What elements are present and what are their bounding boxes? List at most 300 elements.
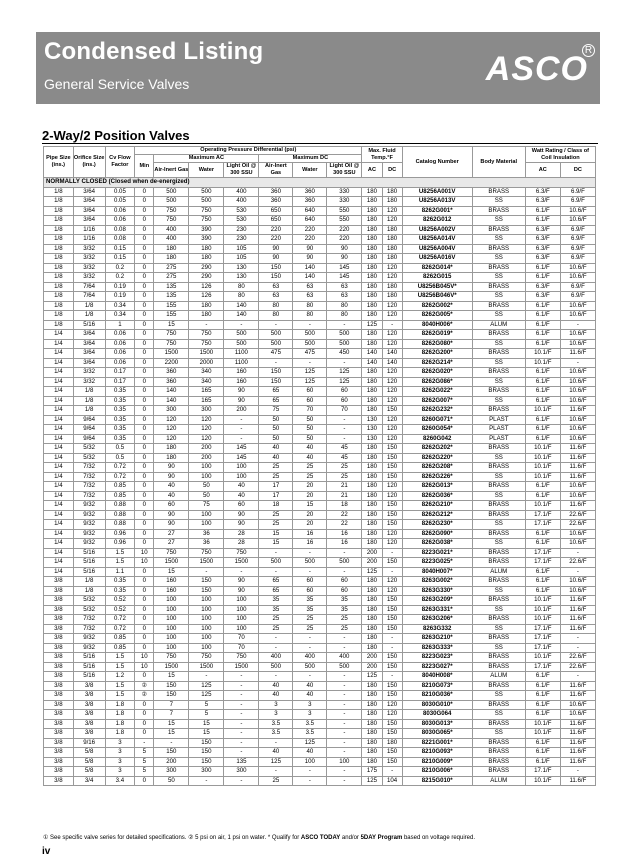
table-cell: 180 — [362, 624, 382, 634]
table-cell: 5 — [189, 700, 224, 710]
table-row — [44, 216, 596, 226]
table-cell: 180 — [362, 282, 382, 292]
table-cell: 75 — [189, 501, 224, 511]
table-cell: 125 — [362, 776, 382, 786]
table-cell: 40 — [259, 691, 293, 701]
table-cell: 1.8 — [105, 710, 135, 720]
table-cell: 3.5 — [293, 719, 327, 729]
table-row — [44, 387, 596, 397]
table-cell: 180 — [362, 273, 382, 283]
table-cell: 90 — [327, 254, 362, 264]
table-cell: 6.1/F — [525, 320, 560, 330]
table-cell: 1500 — [189, 558, 224, 568]
table-cell: 11.6/F — [560, 463, 595, 473]
table-cell: 750 — [154, 206, 189, 216]
table-cell: 340 — [189, 368, 224, 378]
table-cell: 140 — [362, 358, 382, 368]
table-cell: 90 — [154, 463, 189, 473]
table-cell: 550 — [327, 206, 362, 216]
table-cell: 6.3/F — [525, 225, 560, 235]
table-cell: 500 — [259, 558, 293, 568]
table-cell: 10.6/F — [560, 700, 595, 710]
table-cell: 180 — [382, 225, 402, 235]
header-max-fluid-temp: Max. Fluid Temp.°F — [362, 147, 402, 163]
table-cell: PLAST — [472, 434, 525, 444]
table-cell: 200 — [362, 653, 382, 663]
table-cell: 180 — [362, 396, 382, 406]
table-cell: 100 — [224, 596, 259, 606]
catalog-number-cell: 8030G010* — [402, 700, 472, 710]
table-cell: 100 — [189, 634, 224, 644]
table-row — [44, 453, 596, 463]
catalog-number-cell: U8256B045V* — [402, 282, 472, 292]
table-cell: - — [293, 643, 327, 653]
table-cell: - — [224, 738, 259, 748]
table-cell: SS — [472, 586, 525, 596]
table-cell: 40 — [259, 444, 293, 454]
table-cell: 220 — [327, 225, 362, 235]
table-cell: 50 — [259, 415, 293, 425]
table-cell: 0.06 — [105, 349, 135, 359]
table-cell: 65 — [259, 396, 293, 406]
table-cell: 80 — [259, 311, 293, 321]
catalog-number-cell: 8262G080* — [402, 339, 472, 349]
table-cell: 0.2 — [105, 273, 135, 283]
table-cell: 1500 — [224, 558, 259, 568]
table-cell: 1/8 — [73, 311, 105, 321]
catalog-number-cell: 8040H008* — [402, 672, 472, 682]
table-cell: 90 — [224, 586, 259, 596]
table-cell: 300 — [154, 767, 189, 777]
table-cell: - — [224, 434, 259, 444]
table-cell: 3/32 — [73, 368, 105, 378]
table-cell: 0 — [135, 263, 154, 273]
table-cell: 5 — [135, 748, 154, 758]
table-cell: 35 — [259, 596, 293, 606]
catalog-number-cell: 8210G093* — [402, 748, 472, 758]
table-row — [44, 757, 596, 767]
catalog-number-cell: 8262G210* — [402, 501, 472, 511]
table-cell: BRASS — [472, 482, 525, 492]
table-cell: 100 — [224, 472, 259, 482]
catalog-number-cell: 8040H006* — [402, 320, 472, 330]
table-cell: 165 — [189, 396, 224, 406]
table-cell: BRASS — [472, 444, 525, 454]
table-row — [44, 510, 596, 520]
catalog-number-cell: 8262G020* — [402, 368, 472, 378]
table-cell: 230 — [224, 235, 259, 245]
table-cell: 1/4 — [44, 330, 74, 340]
table-cell: 120 — [382, 263, 402, 273]
header-banner — [36, 32, 600, 104]
table-cell: 390 — [189, 225, 224, 235]
table-cell: 750 — [154, 548, 189, 558]
table-cell: 3/64 — [73, 330, 105, 340]
table-cell: 3/64 — [73, 339, 105, 349]
table-cell: 475 — [259, 349, 293, 359]
header-ac-water: Water — [189, 163, 224, 178]
table-cell: 104 — [382, 776, 402, 786]
table-cell: 10.6/F — [560, 482, 595, 492]
table-cell: 10.1/F — [525, 596, 560, 606]
table-cell: 3 — [105, 757, 135, 767]
table-cell: - — [224, 415, 259, 425]
table-cell: 0.96 — [105, 529, 135, 539]
table-cell: 360 — [293, 187, 327, 197]
table-cell: BRASS — [472, 263, 525, 273]
table-cell: 6.1/F — [525, 491, 560, 501]
table-row — [44, 197, 596, 207]
table-cell: 0 — [135, 282, 154, 292]
table-cell: 100 — [189, 605, 224, 615]
table-cell: 3.4 — [105, 776, 135, 786]
table-cell: 10.1/F — [525, 719, 560, 729]
table-cell: 160 — [154, 586, 189, 596]
table-cell: 10.6/F — [560, 539, 595, 549]
table-row — [44, 634, 596, 644]
table-cell: 17 — [259, 491, 293, 501]
catalog-number-cell: U8256A001V — [402, 187, 472, 197]
page-number: iv — [42, 846, 51, 857]
table-cell: 16 — [293, 529, 327, 539]
table-cell: 35 — [327, 596, 362, 606]
table-cell: - — [327, 425, 362, 435]
table-cell: 9/32 — [73, 643, 105, 653]
table-cell: 25 — [259, 615, 293, 625]
table-row — [44, 691, 596, 701]
table-cell: 0.88 — [105, 520, 135, 530]
section-title: 2-Way/2 Position Valves — [42, 128, 190, 143]
table-cell: 150 — [154, 681, 189, 691]
table-cell: 180 — [362, 197, 382, 207]
table-cell: 1/4 — [44, 425, 74, 435]
table-cell: 22.6/F — [560, 653, 595, 663]
table-cell: 150 — [382, 748, 402, 758]
table-cell: 500 — [327, 330, 362, 340]
table-cell: 6.9/F — [560, 235, 595, 245]
table-cell: 1.2 — [105, 672, 135, 682]
table-row — [44, 377, 596, 387]
table-cell: 40 — [154, 491, 189, 501]
table-cell: 145 — [327, 263, 362, 273]
table-row — [44, 339, 596, 349]
header-watt-ac: AC — [525, 163, 560, 178]
table-cell: 40 — [259, 681, 293, 691]
table-cell: 125 — [362, 672, 382, 682]
table-cell: - — [259, 358, 293, 368]
table-cell: 1/4 — [44, 548, 74, 558]
table-cell: 150 — [189, 748, 224, 758]
table-cell: BRASS — [472, 767, 525, 777]
table-cell: 150 — [382, 681, 402, 691]
table-cell: 220 — [293, 235, 327, 245]
table-cell: 6.1/F — [525, 330, 560, 340]
table-cell: 105 — [224, 254, 259, 264]
table-cell: 3/32 — [73, 244, 105, 254]
table-cell: 0 — [135, 434, 154, 444]
table-cell: 180 — [189, 244, 224, 254]
table-cell: 3 — [105, 748, 135, 758]
catalog-number-cell: 8262G036* — [402, 491, 472, 501]
table-cell: 180 — [362, 757, 382, 767]
table-cell: 150 — [189, 757, 224, 767]
table-cell: 0.72 — [105, 615, 135, 625]
table-cell: 5/16 — [73, 662, 105, 672]
table-cell: 5/16 — [73, 548, 105, 558]
table-cell: 21 — [327, 491, 362, 501]
table-cell: - — [259, 738, 293, 748]
table-cell: 0.06 — [105, 358, 135, 368]
table-cell: 145 — [224, 453, 259, 463]
table-cell: 1.5 — [105, 662, 135, 672]
table-cell: 10 — [135, 662, 154, 672]
table-cell: 0.72 — [105, 463, 135, 473]
table-cell: 120 — [382, 539, 402, 549]
table-cell: 500 — [224, 339, 259, 349]
table-cell: 1100 — [224, 349, 259, 359]
table-cell: 90 — [259, 244, 293, 254]
table-cell: 330 — [327, 187, 362, 197]
table-row — [44, 643, 596, 653]
table-row — [44, 263, 596, 273]
table-cell: 36 — [189, 529, 224, 539]
table-cell: 0.35 — [105, 577, 135, 587]
table-cell: 140 — [382, 349, 402, 359]
table-cell: 3/8 — [44, 719, 74, 729]
table-cell: 6.9/F — [560, 292, 595, 302]
table-cell: 1/4 — [44, 501, 74, 511]
table-cell: 3 — [259, 710, 293, 720]
table-row — [44, 681, 596, 691]
table-cell: 1/4 — [44, 567, 74, 577]
table-cell: 0 — [135, 187, 154, 197]
table-cell: 80 — [293, 301, 327, 311]
catalog-number-cell: 8262G014* — [402, 263, 472, 273]
table-cell: - — [327, 691, 362, 701]
table-cell: - — [259, 672, 293, 682]
table-cell: BRASS — [472, 548, 525, 558]
table-cell: 750 — [189, 206, 224, 216]
table-cell: 120 — [382, 396, 402, 406]
header-dc-oil: Light Oil @ 300 SSU — [327, 163, 362, 178]
table-cell: 3/8 — [73, 700, 105, 710]
table-cell: 3/8 — [73, 729, 105, 739]
table-cell: 1/4 — [44, 396, 74, 406]
table-cell: 7 — [154, 700, 189, 710]
table-cell: 390 — [189, 235, 224, 245]
table-row — [44, 282, 596, 292]
table-cell: 120 — [382, 301, 402, 311]
table-cell: 63 — [259, 282, 293, 292]
table-row — [44, 558, 596, 568]
table-cell: - — [327, 776, 362, 786]
table-cell: 500 — [293, 662, 327, 672]
table-cell: 750 — [189, 653, 224, 663]
table-cell: 1/4 — [44, 358, 74, 368]
catalog-number-cell: U8256A004V — [402, 244, 472, 254]
table-cell: 3 — [293, 700, 327, 710]
table-cell: - — [293, 567, 327, 577]
table-cell: 150 — [382, 615, 402, 625]
catalog-number-cell: U8256B046V* — [402, 292, 472, 302]
footnote-5day: 5DAY Program — [360, 835, 403, 841]
table-cell: 0 — [135, 482, 154, 492]
table-cell: 80 — [293, 311, 327, 321]
table-cell: 40 — [293, 691, 327, 701]
table-cell: 0 — [135, 710, 154, 720]
table-cell: BRASS — [472, 738, 525, 748]
table-cell: 7/32 — [73, 491, 105, 501]
table-cell: 3/32 — [73, 273, 105, 283]
table-cell: 0.35 — [105, 425, 135, 435]
table-cell: 10.6/F — [560, 273, 595, 283]
table-cell: - — [224, 681, 259, 691]
table-cell: 0 — [135, 700, 154, 710]
group-row — [44, 178, 596, 188]
table-cell: 40 — [259, 453, 293, 463]
table-cell: 15 — [293, 501, 327, 511]
table-cell: 20 — [293, 491, 327, 501]
table-cell: 11.6/F — [560, 472, 595, 482]
table-cell: - — [560, 567, 595, 577]
table-cell: - — [293, 767, 327, 777]
table-cell: - — [327, 634, 362, 644]
table-cell: 1.1 — [105, 567, 135, 577]
table-cell: 11.6/F — [560, 349, 595, 359]
header-opd: Operating Pressure Differential (psi) — [135, 147, 362, 155]
table-cell: 90 — [224, 396, 259, 406]
catalog-number-cell: 8260G042 — [402, 434, 472, 444]
table-cell: 130 — [362, 434, 382, 444]
table-cell: 25 — [293, 472, 327, 482]
table-cell: 180 — [362, 596, 382, 606]
table-cell: 150 — [382, 558, 402, 568]
table-cell: 400 — [154, 235, 189, 245]
table-cell: 0.35 — [105, 434, 135, 444]
header-max-ac: Maximum AC — [154, 155, 259, 163]
table-cell: 9/32 — [73, 529, 105, 539]
table-cell: 22.6/F — [560, 520, 595, 530]
table-cell: 90 — [154, 520, 189, 530]
table-cell: 0 — [135, 776, 154, 786]
table-cell: 0 — [135, 206, 154, 216]
table-cell: 180 — [362, 339, 382, 349]
table-cell: 500 — [154, 197, 189, 207]
table-cell: 180 — [362, 577, 382, 587]
table-cell: 150 — [382, 510, 402, 520]
table-cell: 1/8 — [44, 263, 74, 273]
table-cell: 0 — [135, 453, 154, 463]
table-cell: - — [224, 672, 259, 682]
table-cell: 230 — [224, 225, 259, 235]
table-cell: 7/32 — [73, 482, 105, 492]
table-cell: 140 — [362, 349, 382, 359]
table-cell: 220 — [259, 225, 293, 235]
table-cell: 1/4 — [44, 529, 74, 539]
table-cell: 0.72 — [105, 624, 135, 634]
table-cell: - — [293, 672, 327, 682]
table-cell: 10.1/F — [525, 472, 560, 482]
table-cell: - — [382, 320, 402, 330]
table-cell: 150 — [382, 406, 402, 416]
table-cell: - — [327, 738, 362, 748]
table-cell: 1/4 — [44, 463, 74, 473]
table-cell: 100 — [189, 643, 224, 653]
table-row — [44, 700, 596, 710]
table-cell: 120 — [382, 482, 402, 492]
table-cell: 140 — [293, 263, 327, 273]
table-cell: 650 — [259, 206, 293, 216]
table-cell: 15 — [154, 719, 189, 729]
table-cell: 50 — [154, 776, 189, 786]
table-cell: 16 — [327, 529, 362, 539]
catalog-number-cell: 8030G013* — [402, 719, 472, 729]
table-cell: 10.1/F — [525, 653, 560, 663]
table-cell: 150 — [382, 719, 402, 729]
table-cell: 150 — [259, 377, 293, 387]
table-cell: 20 — [293, 510, 327, 520]
table-cell: 6.9/F — [560, 197, 595, 207]
table-cell: ALUM — [472, 567, 525, 577]
catalog-number-cell: 8223G027* — [402, 662, 472, 672]
table-cell: 11.6/F — [560, 596, 595, 606]
catalog-number-cell: 8223G025* — [402, 558, 472, 568]
table-cell: 6.1/F — [525, 206, 560, 216]
table-cell: 6.1/F — [525, 586, 560, 596]
table-cell: 0 — [135, 311, 154, 321]
table-cell: 10 — [135, 653, 154, 663]
table-cell: ALUM — [472, 672, 525, 682]
table-row — [44, 653, 596, 663]
table-cell: 100 — [154, 596, 189, 606]
table-cell: 0.85 — [105, 643, 135, 653]
table-row — [44, 311, 596, 321]
table-cell: BRASS — [472, 681, 525, 691]
valve-table-body — [44, 178, 596, 786]
table-cell: 120 — [382, 330, 402, 340]
table-cell: 6.1/F — [525, 710, 560, 720]
table-row — [44, 624, 596, 634]
table-cell: 6.1/F — [525, 577, 560, 587]
table-cell: 17.1/F — [525, 662, 560, 672]
table-cell: - — [259, 767, 293, 777]
table-cell: 16 — [327, 539, 362, 549]
table-cell: 140 — [224, 311, 259, 321]
table-cell: 120 — [382, 311, 402, 321]
table-cell: 1.5 — [105, 548, 135, 558]
table-cell: - — [224, 691, 259, 701]
table-cell: 6.1/F — [525, 529, 560, 539]
header-cv-flow: Cv Flow Factor — [105, 147, 135, 178]
table-cell: 0 — [135, 415, 154, 425]
table-cell: 75 — [259, 406, 293, 416]
table-cell: 0 — [135, 396, 154, 406]
table-cell: 100 — [154, 615, 189, 625]
table-cell: 0.19 — [105, 282, 135, 292]
table-cell: 1/8 — [44, 235, 74, 245]
table-cell: 180 — [382, 282, 402, 292]
table-cell: 3 — [259, 700, 293, 710]
table-cell: 220 — [293, 225, 327, 235]
table-row — [44, 415, 596, 425]
table-cell: 3/8 — [44, 577, 74, 587]
table-cell: 7/64 — [73, 292, 105, 302]
table-cell: 155 — [154, 301, 189, 311]
table-cell: 11.6/F — [560, 719, 595, 729]
table-cell: 0 — [135, 216, 154, 226]
table-cell: BRASS — [472, 501, 525, 511]
table-cell: BRASS — [472, 662, 525, 672]
